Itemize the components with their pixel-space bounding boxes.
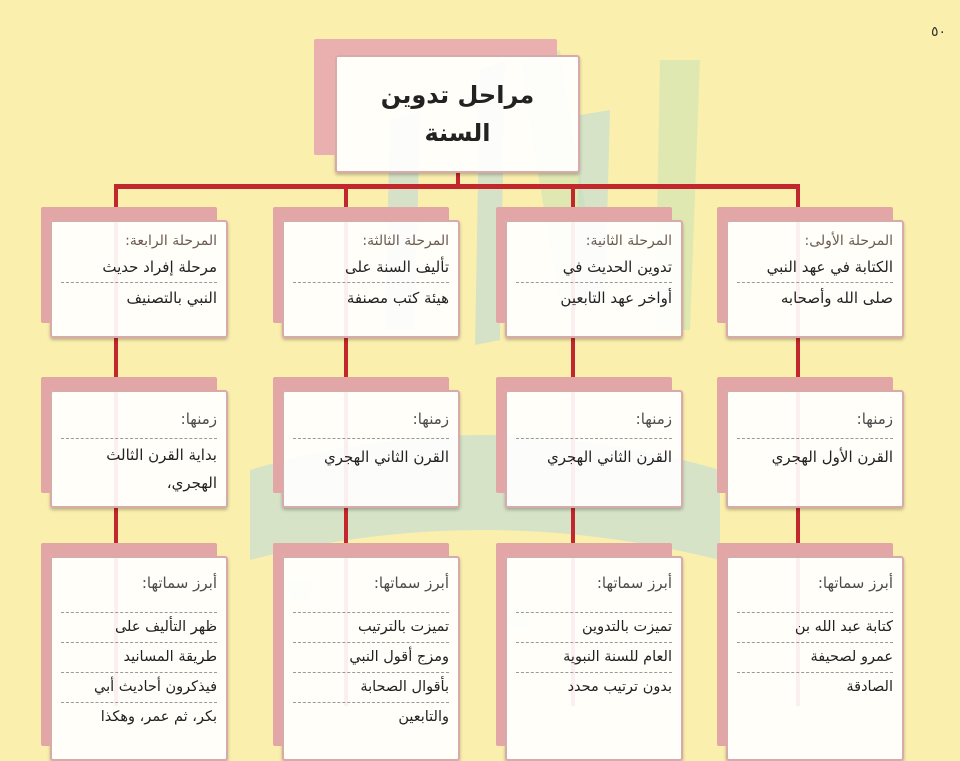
stage-1-feature-line-3: الصادقة bbox=[846, 679, 893, 695]
stage-4-features-box bbox=[50, 556, 228, 761]
stage-4-features-label: أبرز سماتها: bbox=[61, 572, 217, 613]
stage-1-box bbox=[726, 220, 904, 338]
stage-2-time-line-1: القرن الثاني الهجري bbox=[546, 448, 672, 466]
stage-3-line-2: هيئة كتب مصنفة bbox=[346, 289, 449, 307]
connector-horizontal-bar bbox=[114, 184, 800, 189]
stage-1-feature-line-1: كتابة عبد الله بن bbox=[737, 613, 893, 643]
stage-2-time-label: زمنها: bbox=[516, 408, 672, 439]
stage-4-feature-line-2: طريقة المسانيد bbox=[61, 643, 217, 673]
stage-2-features-box bbox=[505, 556, 683, 761]
stage-1-line-2: صلى الله وأصحابه bbox=[780, 289, 893, 307]
stage-4-feature-line-4: بكر، ثم عمر، وهكذا bbox=[100, 709, 217, 725]
stage-3-feature-line-1: تميزت بالترتيب bbox=[293, 613, 449, 643]
stage-3-features-box bbox=[282, 556, 460, 761]
stage-2-line-2: أواخر عهد التابعين bbox=[560, 289, 672, 307]
page-corner-mark: ٥٠ bbox=[930, 24, 946, 40]
root-title-box bbox=[335, 55, 580, 173]
root-title-line1: مراحل تدوين bbox=[380, 81, 535, 109]
stage-1-feature-line-2: عمرو لصحيفة bbox=[737, 643, 893, 673]
stage-3-time-box bbox=[282, 390, 460, 508]
stage-4-time-label: زمنها: bbox=[61, 408, 217, 439]
stage-2-feature-line-1: تميزت بالتدوين bbox=[516, 613, 672, 643]
stage-2-time-box bbox=[505, 390, 683, 508]
stage-3-time-label: زمنها: bbox=[293, 408, 449, 439]
stage-3-time-line-1: القرن الثاني الهجري bbox=[323, 448, 449, 466]
stage-4-time-line-2: الهجري، bbox=[166, 474, 217, 492]
stage-4-line-2: النبي بالتصنيف bbox=[126, 289, 217, 307]
stage-4-line-1: مرحلة إفراد حديث bbox=[61, 252, 217, 283]
stage-1-time-line-1: القرن الأول الهجري bbox=[771, 448, 893, 466]
stage-2-line-1: تدوين الحديث في bbox=[516, 252, 672, 283]
stage-4-time-line-1: بداية القرن الثالث bbox=[106, 446, 217, 464]
stage-2-feature-line-2: العام للسنة النبوية bbox=[516, 643, 672, 673]
stage-1-line-1: الكتابة في عهد النبي bbox=[737, 252, 893, 283]
stage-2-feature-line-3: بدون ترتيب محدد bbox=[567, 679, 672, 695]
stage-4-feature-line-1: ظهر التأليف على bbox=[61, 613, 217, 643]
stage-4-feature-line-3: فيذكرون أحاديث أبي bbox=[61, 673, 217, 703]
stage-3-feature-line-4: والتابعين bbox=[398, 709, 449, 725]
stage-2-features-label: أبرز سماتها: bbox=[516, 572, 672, 613]
stage-4-label: المرحلة الرابعة: bbox=[125, 233, 217, 249]
stage-2-box bbox=[505, 220, 683, 338]
stage-3-features-label: أبرز سماتها: bbox=[293, 572, 449, 613]
stage-1-time-box bbox=[726, 390, 904, 508]
stage-2-label: المرحلة الثانية: bbox=[585, 233, 672, 249]
stage-1-features-label: أبرز سماتها: bbox=[737, 572, 893, 613]
stage-4-time-box bbox=[50, 390, 228, 508]
stage-3-feature-line-3: بأقوال الصحابة bbox=[293, 673, 449, 703]
stage-1-features-box bbox=[726, 556, 904, 761]
stage-4-box bbox=[50, 220, 228, 338]
stage-3-feature-line-2: ومزج أقول النبي bbox=[293, 643, 449, 673]
stage-1-label: المرحلة الأولى: bbox=[804, 233, 893, 249]
stage-3-line-1: تأليف السنة على bbox=[293, 252, 449, 283]
stage-1-time-label: زمنها: bbox=[737, 408, 893, 439]
root-title-line2: السنة bbox=[424, 119, 491, 147]
stage-3-label: المرحلة الثالثة: bbox=[362, 233, 449, 249]
stage-3-box bbox=[282, 220, 460, 338]
